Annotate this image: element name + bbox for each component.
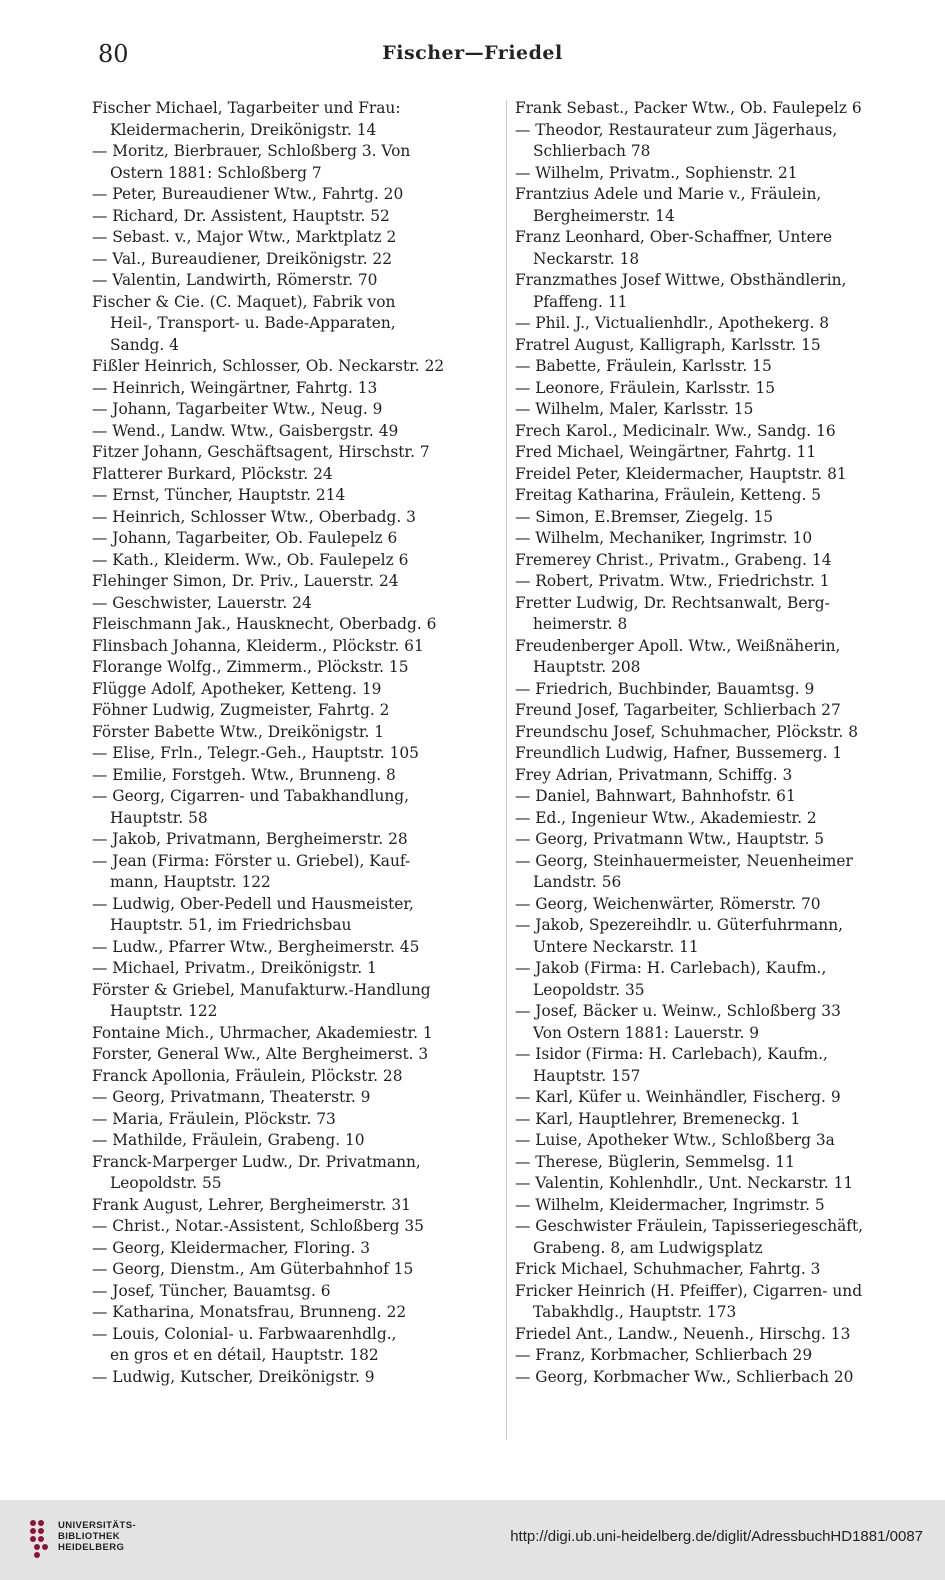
directory-line: Sandg. 4	[110, 335, 179, 354]
directory-line: — Jakob, Privatmann, Bergheimerstr. 28	[92, 830, 408, 848]
directory-line: — Georg, Privatmann, Theaterstr. 9	[92, 1088, 371, 1106]
directory-line: Heil-, Transport- u. Bade-Apparaten,	[110, 314, 396, 332]
directory-line: Bergheimerstr. 14	[533, 206, 675, 225]
directory-line: — Georg, Privatmann Wtw., Hauptstr. 5	[515, 830, 825, 848]
directory-line: — Johann, Tagarbeiter, Ob. Faulepelz 6	[92, 529, 398, 547]
directory-line: Leopoldstr. 55	[110, 1174, 222, 1192]
directory-line: Freidel Peter, Kleidermacher, Hauptstr. 81	[515, 464, 847, 483]
directory-line: — Jean (Firma: Förster u. Griebel), Kauf-	[92, 851, 411, 870]
directory-line: — Valentin, Landwirth, Römerstr. 70	[92, 271, 378, 289]
directory-line: Kleidermacherin, Dreikönigstr. 14	[110, 120, 377, 139]
directory-line: en gros et en détail, Hauptstr. 182	[110, 1346, 379, 1364]
directory-line: Von Ostern 1881: Lauerstr. 9	[533, 1023, 760, 1042]
directory-line: Hauptstr. 157	[533, 1066, 641, 1085]
directory-line: — Johann, Tagarbeiter Wtw., Neug. 9	[92, 400, 383, 418]
directory-line: — Leonore, Fräulein, Karlsstr. 15	[515, 378, 776, 397]
directory-line: Flinsbach Johanna, Kleiderm., Plöckstr. 61	[92, 636, 424, 655]
directory-line: Friedel Ant., Landw., Neuenh., Hirschg. 13	[515, 1324, 851, 1343]
directory-line: — Babette, Fräulein, Karlsstr. 15	[515, 357, 772, 375]
directory-line: — Richard, Dr. Assistent, Hauptstr. 52	[92, 206, 390, 225]
directory-line: — Jakob (Firma: H. Carlebach), Kaufm.,	[515, 959, 827, 977]
directory-line: Pfaffeng. 11	[533, 292, 628, 311]
directory-line: — Ernst, Tüncher, Hauptstr. 214	[92, 486, 346, 504]
directory-line: — Wilhelm, Maler, Karlsstr. 15	[515, 400, 754, 418]
directory-line: Förster Babette Wtw., Dreikönigstr. 1	[92, 722, 385, 741]
directory-line: — Friedrich, Buchbinder, Bauamtsg. 9	[515, 679, 815, 698]
directory-line: — Georg, Weichenwärter, Römerstr. 70	[515, 894, 821, 913]
directory-line: — Georg, Korbmacher Ww., Schlierbach 20	[515, 1367, 854, 1386]
column-divider	[506, 100, 507, 1440]
source-url-link[interactable]: http://digi.ub.uni-heidelberg.de/diglit/AdressbuchHD1881/0087	[510, 1528, 923, 1545]
directory-line: Fricker Heinrich (H. Pfeiffer), Cigarren- und	[515, 1281, 863, 1300]
directory-line: Fleischmann Jak., Hausknecht, Oberbadg. 6	[92, 615, 437, 633]
directory-line: Fretter Ludwig, Dr. Rechtsanwalt, Berg-	[515, 593, 830, 612]
directory-line: Florange Wolfg., Zimmerm., Plöckstr. 15	[92, 658, 409, 676]
directory-line: Frank Sebast., Packer Wtw., Ob. Faulepelz 6	[515, 99, 862, 117]
directory-line: — Heinrich, Weingärtner, Fahrtg. 13	[92, 378, 378, 397]
directory-line: — Geschwister, Lauerstr. 24	[92, 593, 312, 612]
directory-line: — Therese, Büglerin, Semmelsg. 11	[515, 1152, 795, 1171]
directory-line: — Georg, Kleidermacher, Floring. 3	[92, 1238, 371, 1257]
directory-line: Freund Josef, Tagarbeiter, Schlierbach 27	[515, 701, 841, 719]
directory-line: — Ed., Ingenieur Wtw., Akademiestr. 2	[515, 808, 817, 827]
directory-line: — Ludwig, Ober-Pedell und Hausmeister,	[92, 894, 414, 913]
directory-line: Schlierbach 78	[533, 142, 651, 160]
directory-line: — Karl, Küfer u. Weinhändler, Fischerg. 9	[515, 1088, 841, 1106]
directory-line: — Sebast. v., Major Wtw., Marktplatz 2	[92, 228, 397, 246]
right-column	[515, 98, 915, 1388]
directory-line: — Val., Bureaudiener, Dreikönigstr. 22	[92, 249, 393, 268]
directory-line: Franzmathes Josef Wittwe, Obsthändlerin,	[515, 271, 847, 289]
directory-line: Frick Michael, Schuhmacher, Fahrtg. 3	[515, 1260, 821, 1278]
directory-line: — Ludwig, Kutscher, Dreikönigstr. 9	[92, 1367, 375, 1386]
directory-line: Forster, General Ww., Alte Bergheimerst. 3	[92, 1045, 429, 1063]
directory-line: Fißler Heinrich, Schlosser, Ob. Neckarstr. 22	[92, 357, 445, 375]
directory-line: Hauptstr. 208	[533, 658, 641, 676]
directory-line: — Wend., Landw. Wtw., Gaisbergstr. 49	[92, 421, 399, 440]
directory-line: — Michael, Privatm., Dreikönigstr. 1	[92, 959, 377, 977]
directory-line: — Georg, Steinhauermeister, Neuenheimer	[515, 851, 853, 870]
directory-line: Franck-Marperger Ludw., Dr. Privatmann,	[92, 1152, 421, 1171]
directory-line: Hauptstr. 58	[110, 808, 208, 827]
directory-line: — Karl, Hauptlehrer, Bremeneckg. 1	[515, 1109, 801, 1128]
directory-line: Frantzius Adele und Marie v., Fräulein,	[515, 185, 822, 203]
directory-line: Tabakhdlg., Hauptstr. 173	[533, 1303, 737, 1321]
directory-line: Förster & Griebel, Manufakturw.-Handlung	[92, 980, 431, 999]
directory-line: — Simon, E.Bremser, Ziegelg. 15	[515, 507, 774, 526]
footer-bar	[0, 1500, 945, 1580]
directory-line: Flatterer Burkard, Plöckstr. 24	[92, 464, 333, 483]
directory-line: Frank August, Lehrer, Bergheimerstr. 31	[92, 1195, 411, 1214]
directory-line: Flügge Adolf, Apotheker, Ketteng. 19	[92, 679, 382, 698]
directory-line: — Emilie, Forstgeh. Wtw., Brunneng. 8	[92, 765, 396, 784]
directory-line: — Georg, Cigarren- und Tabakhandlung,	[92, 787, 410, 805]
directory-line: — Valentin, Kohlenhdlr., Unt. Neckarstr. 11	[515, 1174, 854, 1192]
directory-line: Landstr. 56	[533, 873, 622, 891]
directory-line: — Elise, Frln., Telegr.-Geh., Hauptstr. 105	[92, 744, 419, 762]
directory-line: — Peter, Bureaudiener Wtw., Fahrtg. 20	[92, 185, 404, 203]
directory-line: — Ludw., Pfarrer Wtw., Bergheimerstr. 45	[92, 937, 420, 956]
directory-line: Frey Adrian, Privatmann, Schiffg. 3	[515, 765, 793, 784]
directory-line: Neckarstr. 18	[533, 249, 640, 268]
directory-line: Flehinger Simon, Dr. Priv., Lauerstr. 24	[92, 572, 399, 590]
directory-line: Freundlich Ludwig, Hafner, Bussemerg. 1	[515, 744, 843, 762]
directory-line: — Daniel, Bahnwart, Bahnhofstr. 61	[515, 787, 796, 805]
left-column	[92, 98, 502, 1388]
directory-line: Fitzer Johann, Geschäftsagent, Hirschstr. 7	[92, 443, 430, 461]
directory-line: — Luise, Apotheker Wtw., Schloßberg 3a	[515, 1131, 835, 1149]
directory-line: Ostern 1881: Schloßberg 7	[110, 163, 322, 182]
directory-line: Freundschu Josef, Schuhmacher, Plöckstr. 8	[515, 722, 859, 741]
directory-line: — Kath., Kleiderm. Ww., Ob. Faulepelz 6	[92, 550, 409, 569]
directory-line: — Wilhelm, Mechaniker, Ingrimstr. 10	[515, 529, 813, 547]
directory-line: Frech Karol., Medicinalr. Ww., Sandg. 16	[515, 421, 836, 440]
directory-line: Fontaine Mich., Uhrmacher, Akademiestr. 1	[92, 1023, 433, 1042]
directory-line: — Katharina, Monatsfrau, Brunneng. 22	[92, 1303, 407, 1321]
directory-line: — Heinrich, Schlosser Wtw., Oberbadg. 3	[92, 507, 416, 526]
directory-line: Fred Michael, Weingärtner, Fahrtg. 11	[515, 443, 817, 461]
directory-line: — Wilhelm, Privatm., Sophienstr. 21	[515, 163, 798, 182]
directory-line: — Wilhelm, Kleidermacher, Ingrimstr. 5	[515, 1195, 825, 1214]
directory-line: — Jakob, Spezereihdlr. u. Güterfuhrmann,	[515, 916, 844, 934]
directory-line: — Theodor, Restaurateur zum Jägerhaus,	[515, 120, 838, 139]
directory-line: — Robert, Privatm. Wtw., Friedrichstr. 1	[515, 572, 830, 590]
directory-line: Fischer & Cie. (C. Maquet), Fabrik von	[92, 292, 396, 311]
directory-line: Franck Apollonia, Fräulein, Plöckstr. 28	[92, 1066, 403, 1085]
directory-line: — Georg, Dienstm., Am Güterbahnhof 15	[92, 1260, 414, 1278]
directory-line: Fremerey Christ., Privatm., Grabeng. 14	[515, 550, 832, 569]
directory-line: — Maria, Fräulein, Plöckstr. 73	[92, 1109, 336, 1128]
directory-line: Grabeng. 8, am Ludwigsplatz	[533, 1238, 763, 1257]
library-logo-icon	[30, 1520, 50, 1560]
directory-line: — Mathilde, Fräulein, Grabeng. 10	[92, 1131, 365, 1149]
directory-line: Hauptstr. 122	[110, 1002, 218, 1020]
directory-line: — Geschwister Fräulein, Tapisseriegeschäft,	[515, 1217, 864, 1235]
directory-line: — Josef, Bäcker u. Weinw., Schloßberg 33	[515, 1002, 841, 1020]
directory-line: Föhner Ludwig, Zugmeister, Fahrtg. 2	[92, 701, 390, 719]
directory-line: — Christ., Notar.-Assistent, Schloßberg 35	[92, 1217, 424, 1235]
directory-line: — Louis, Colonial- u. Farbwaarenhdlg.,	[92, 1324, 397, 1343]
directory-line: Freitag Katharina, Fräulein, Ketteng. 5	[515, 486, 822, 504]
directory-line: mann, Hauptstr. 122	[110, 873, 271, 891]
directory-line: — Moritz, Bierbrauer, Schloßberg 3. Von	[92, 142, 411, 160]
directory-line: Franz Leonhard, Ober-Schaffner, Untere	[515, 228, 833, 246]
library-name: UNIVERSITÄTS- BIBLIOTHEK HEIDELBERG	[58, 1520, 137, 1553]
directory-line: Untere Neckarstr. 11	[533, 937, 699, 956]
directory-line: Hauptstr. 51, im Friedrichsbau	[110, 916, 352, 934]
directory-line: Fischer Michael, Tagarbeiter und Frau:	[92, 99, 401, 117]
directory-line: Leopoldstr. 35	[533, 980, 645, 999]
directory-line: — Franz, Korbmacher, Schlierbach 29	[515, 1346, 813, 1364]
directory-line: Fratrel August, Kalligraph, Karlsstr. 15	[515, 335, 821, 354]
directory-line: — Isidor (Firma: H. Carlebach), Kaufm.,	[515, 1045, 828, 1063]
directory-line: heimerstr. 8	[533, 615, 628, 633]
directory-line: Freudenberger Apoll. Wtw., Weißnäherin,	[515, 636, 841, 655]
directory-line: — Phil. J., Victualienhdlr., Apothekerg. 8	[515, 314, 830, 332]
page-number: 80	[98, 40, 129, 68]
running-head: Fischer—Friedel	[382, 42, 563, 64]
directory-line: — Josef, Tüncher, Bauamtsg. 6	[92, 1281, 331, 1300]
